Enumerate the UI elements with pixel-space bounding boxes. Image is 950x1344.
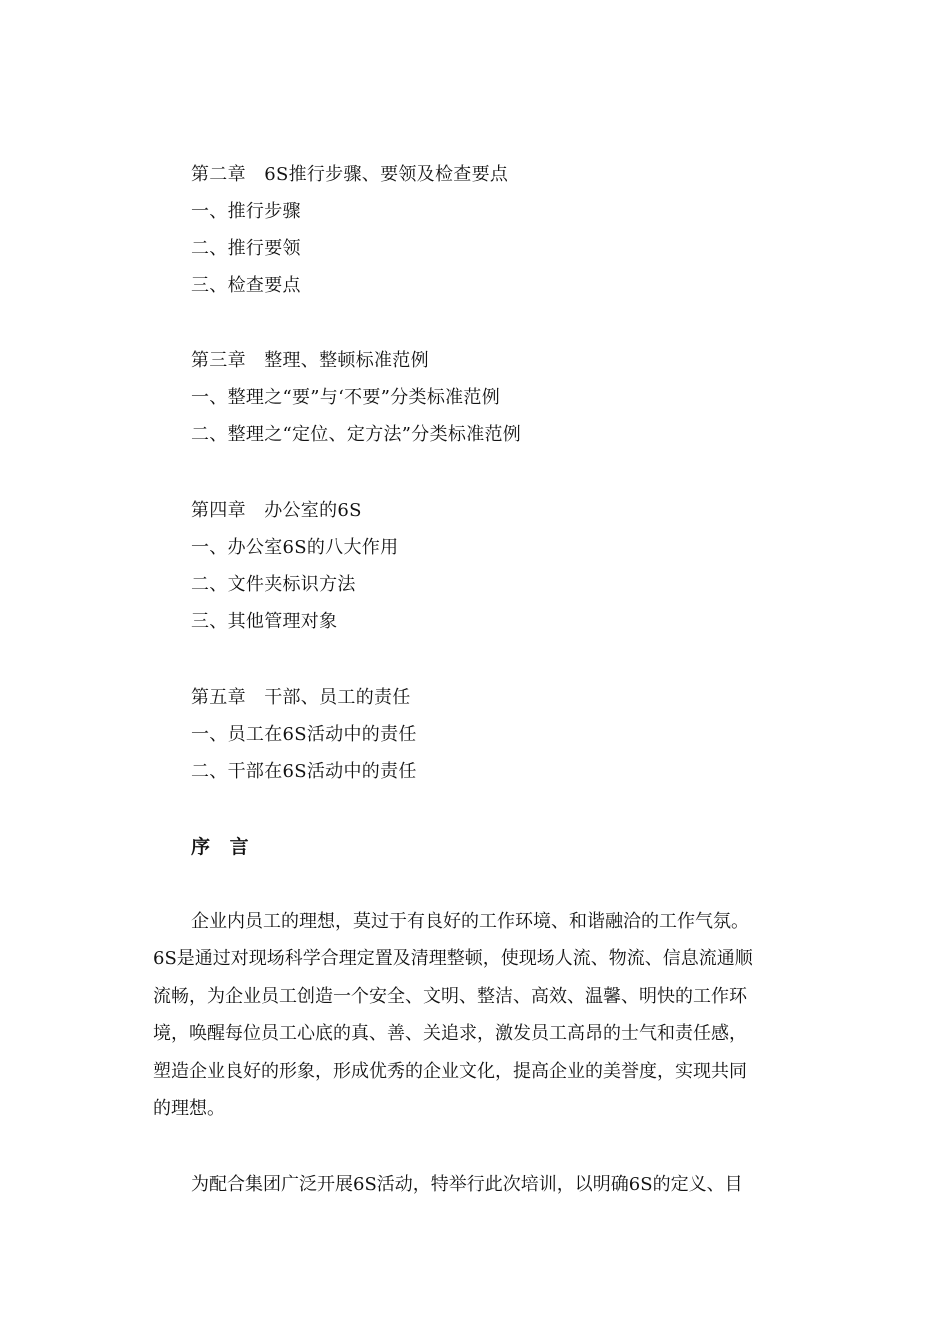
paragraph-line: 6S是通过对现场科学合理定置及清理整顿，使现场人流、物流、信息流通顺 (153, 948, 753, 970)
paragraph-line: 为配合集团广泛开展6S活动，特举行此次培训，以明确6S的定义、目 (191, 1174, 743, 1195)
chapter-2-item-3: 三、检查要点 (191, 275, 301, 296)
chapter-3-title: 第三章 整理、整顿标准范例 (191, 350, 429, 371)
paragraph-line: 企业内员工的理想，莫过于有良好的工作环境、和谐融洽的工作气氛。 (191, 911, 749, 932)
paragraph-line: 的理想。 (153, 1098, 225, 1120)
chapter-5-item-2: 二、干部在6S活动中的责任 (191, 761, 417, 782)
chapter-4-item-1: 一、办公室6S的八大作用 (191, 537, 399, 558)
chapter-2-item-1: 一、推行步骤 (191, 201, 301, 222)
chapter-3-item-2: 二、整理之“定位、定方法”分类标准范例 (191, 424, 522, 445)
chapter-2-item-2: 二、推行要领 (191, 238, 301, 259)
chapter-5-title: 第五章 干部、员工的责任 (191, 687, 411, 708)
preface-paragraph-1 (153, 903, 813, 1127)
chapter-4-item-2: 二、文件夹标识方法 (191, 574, 356, 595)
preface-heading: 序 言 (191, 836, 249, 858)
chapter-5-item-1: 一、员工在6S活动中的责任 (191, 724, 417, 745)
chapter-3-item-1: 一、整理之“要”与‘不要”分类标准范例 (191, 387, 501, 408)
paragraph-line: 塑造企业良好的形象，形成优秀的企业文化，提高企业的美誉度，实现共同 (153, 1060, 747, 1082)
paragraph-line: 境，唤醒每位员工心底的真、善、关追求，激发员工高昂的士气和责任感， (153, 1023, 747, 1045)
preface-paragraph-2 (153, 1166, 813, 1203)
chapter-4-item-3: 三、其他管理对象 (191, 611, 338, 632)
paragraph-line: 流畅，为企业员工创造一个安全、文明、整洁、高效、温馨、明快的工作环 (153, 985, 747, 1007)
chapter-2-title: 第二章 6S推行步骤、要领及检查要点 (191, 164, 509, 185)
chapter-4-title: 第四章 办公室的6S (191, 500, 362, 521)
